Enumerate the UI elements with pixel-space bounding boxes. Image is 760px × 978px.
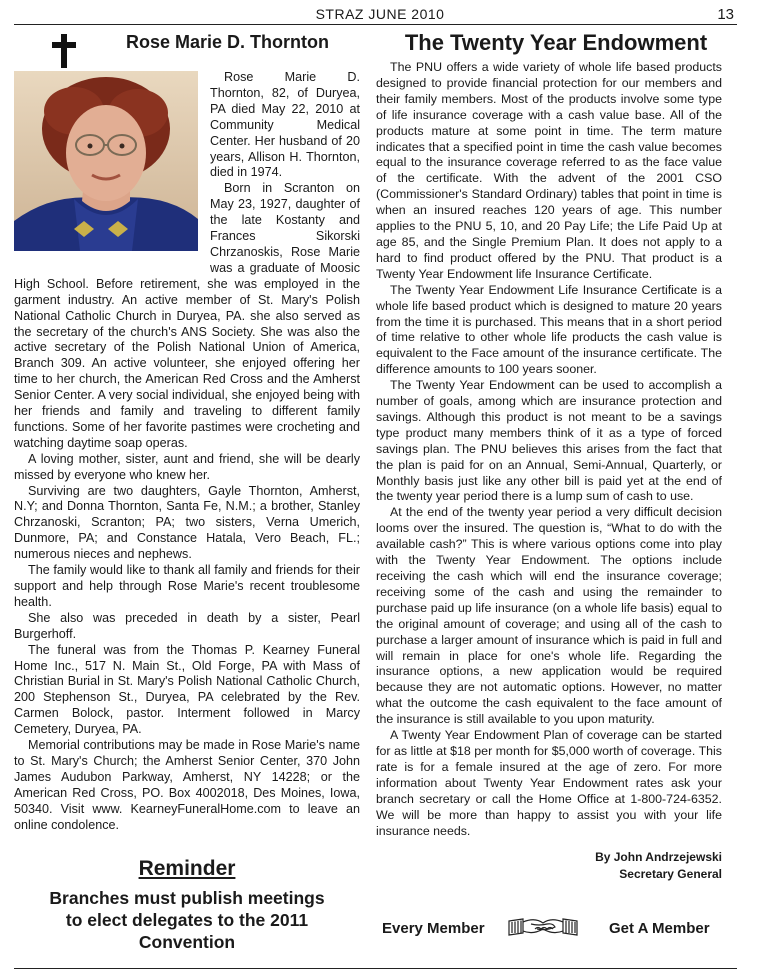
obituary-paragraph: Memorial contributions may be made in Rose Marie's name to St. Mary's Church; the Amherst Senior Center, 370 John James Audubon Parkway, Amherst, NY 14228; or the American Red Cross, PO. Box 4002018, Des Moines, Iowa, 50340. Visit www. KearneyFuneralHome.com to leave an online condolence. bbox=[14, 738, 360, 832]
endowment-paragraph: The Twenty Year Endowment Life Insurance Certificate is a whole life based product which is designed to mature 20 years from the time it is purchased. This means that in a short period of time relative to other whole life products the cash value is equivalent to the Face amount of the insurance certificate. The difference amounts to 100 years sooner. bbox=[376, 282, 722, 377]
obituary-paragraph: Surviving are two daughters, Gayle Thornton, Amherst, N.Y; and Donna Thornton, Santa Fe, N.M.; a brother, Stanley Chrzanoski, Scranton; PA; two sisters, Verna Umerich, Dunmore, PA; and Constance Hatala, Vero Beach, FL.; numerous nieces and nephews. bbox=[14, 483, 360, 562]
reminder-line: Convention bbox=[138, 932, 236, 952]
reminder-line: Branches must publish meetings bbox=[49, 888, 325, 908]
header-rule bbox=[14, 24, 737, 25]
obituary-paragraph: A loving mother, sister, aunt and friend, she will be dearly missed by everyone who knew her. bbox=[14, 451, 360, 482]
obituary-title: Rose Marie D. Thornton bbox=[125, 32, 329, 52]
obituary-paragraph: The funeral was from the Thomas P. Kearney Funeral Home Inc., 517 N. Main St., Old Forge, PA with Mass of Christian Burial in St. Mary's Polish National Catholic Church, 200 Stephenson St., Duryea, PA celebrated by the Rev. Carmen Bolock, pastor. Interment followed in Marcy Cemetery, Duryea, PA. bbox=[14, 642, 360, 737]
latin-cross-icon bbox=[49, 32, 79, 70]
reminder-text bbox=[14, 887, 360, 953]
reminder-title: Reminder bbox=[138, 857, 236, 880]
obituary-paragraph: She also was preceded in death by a sister, Pearl Burgerhoff. bbox=[14, 610, 360, 641]
obituary-paragraph: The family would like to thank all family and friends for their support and help through Rose Marie's recent troublesome health. bbox=[14, 563, 360, 609]
endowment-body bbox=[376, 60, 722, 839]
endowment-paragraph: At the end of the twenty year period a very difficult decision looms over the insured. The question is, “What to do with the available cash?” This is where various options come into play with the Twenty Year Endowment. The options include receiving the cash which will end the insurance coverage; receiving some of the cash and using the remainder to purchase paid up life insurance (on a whole life basis) equal to the original amount of coverage; and using all of the cash to purchase a larger amount of insurance which is paid in full and will remain in place for one's whole life. Regarding the insurance options, a new application would be required because they are not automatic options. However, no matter what the outcome the cash equivalent to the face amount of the insurance is still available to you upon maturity. bbox=[376, 505, 722, 727]
footer-every-member: Every Member bbox=[382, 920, 485, 937]
obituary-paragraph: Born in Scranton on May 23, 1927, daughter of the late Kostanty and Frances Sikorski Chrzanoskis, Rose Marie was a graduate of Moosic High School. Before retirement, she was employed in the garment industry. An active member of St. Mary's Polish National Catholic Church in Duryea, PA. she also served as the secretary of the church's ANS Society. She was also the active secretary of the Polish National Union of America, Branch 309. An active volunteer, she enjoyed offering her time to her church, the American Red Cross and the Amherst Senior Center. A very social individual, she enjoyed being with her friends and family and traveling to different family functions. Some of her favorite pastimes were crocheting and watching daytime soap operas. bbox=[14, 181, 360, 450]
reminder-line: to elect delegates to the 2011 bbox=[65, 910, 309, 930]
masthead: STRAZ JUNE 2010 bbox=[315, 6, 445, 22]
signature bbox=[595, 849, 722, 883]
endowment-paragraph: The PNU offers a wide variety of whole life based products designed to provide financial protection for our members and their family members. Most of the products involve some type of life insurance coverage with a cash value base. All of the products mature at some point in time. The term mature indicates that a specified point in time the cash value becomes equal to the insurance coverage referred to as the face value of the certificate. With the advent of the 2001 CSO (Commissioner's Standard Ordinary) tables that point in time is when an insured reaches 120 years of age. This number applies to the PNU 5, 10, and 20 Pay Life; the Life Paid Up at age 85, and the Single Premium Plan. It does not apply to a hard to find product offered by the PNU. That product is a Twenty Year Endowment life Insurance Certificate. bbox=[376, 60, 722, 281]
endowment-title: The Twenty Year Endowment bbox=[404, 30, 708, 55]
bottom-rule bbox=[14, 968, 737, 969]
footer-get-a-member: Get A Member bbox=[609, 920, 710, 937]
portrait-photo bbox=[14, 71, 198, 251]
obituary-paragraph: Rose Marie D. Thornton, 82, of Duryea, PA died May 22, 2010 at Community Medical Center. Her husband of 20 years, Allison H. Thornton, died in 1974. bbox=[210, 70, 360, 180]
author-title: Secretary General bbox=[619, 867, 722, 881]
author-name: By John Andrzejewski bbox=[595, 850, 722, 864]
handshake-icon bbox=[507, 913, 579, 939]
endowment-paragraph: A Twenty Year Endowment Plan of coverage can be started for as little at $18 per month for $5,000 worth of coverage. This rate is for a female insured at the age of zero. For more information about Twenty Year Endowment rates ask your branch secretary or call the Home Office at 1-800-724-6352. We will be more than happy to assist you with your life insurance needs. bbox=[376, 728, 722, 838]
page-number: 13 bbox=[717, 6, 734, 23]
endowment-paragraph: The Twenty Year Endowment can be used to accomplish a number of goals, among which are insurance protection and savings. Although this product is not meant to be a savings type product many members think of it as a type of forced savings plan. The PNU believes this arises from the fact that the plan is paid for on an Annual, Semi-Annual, Quarterly, or Monthly basis just like any other bill is paid yet at the end of the twenty year period there is a lump sum of cash to use. bbox=[376, 378, 722, 504]
